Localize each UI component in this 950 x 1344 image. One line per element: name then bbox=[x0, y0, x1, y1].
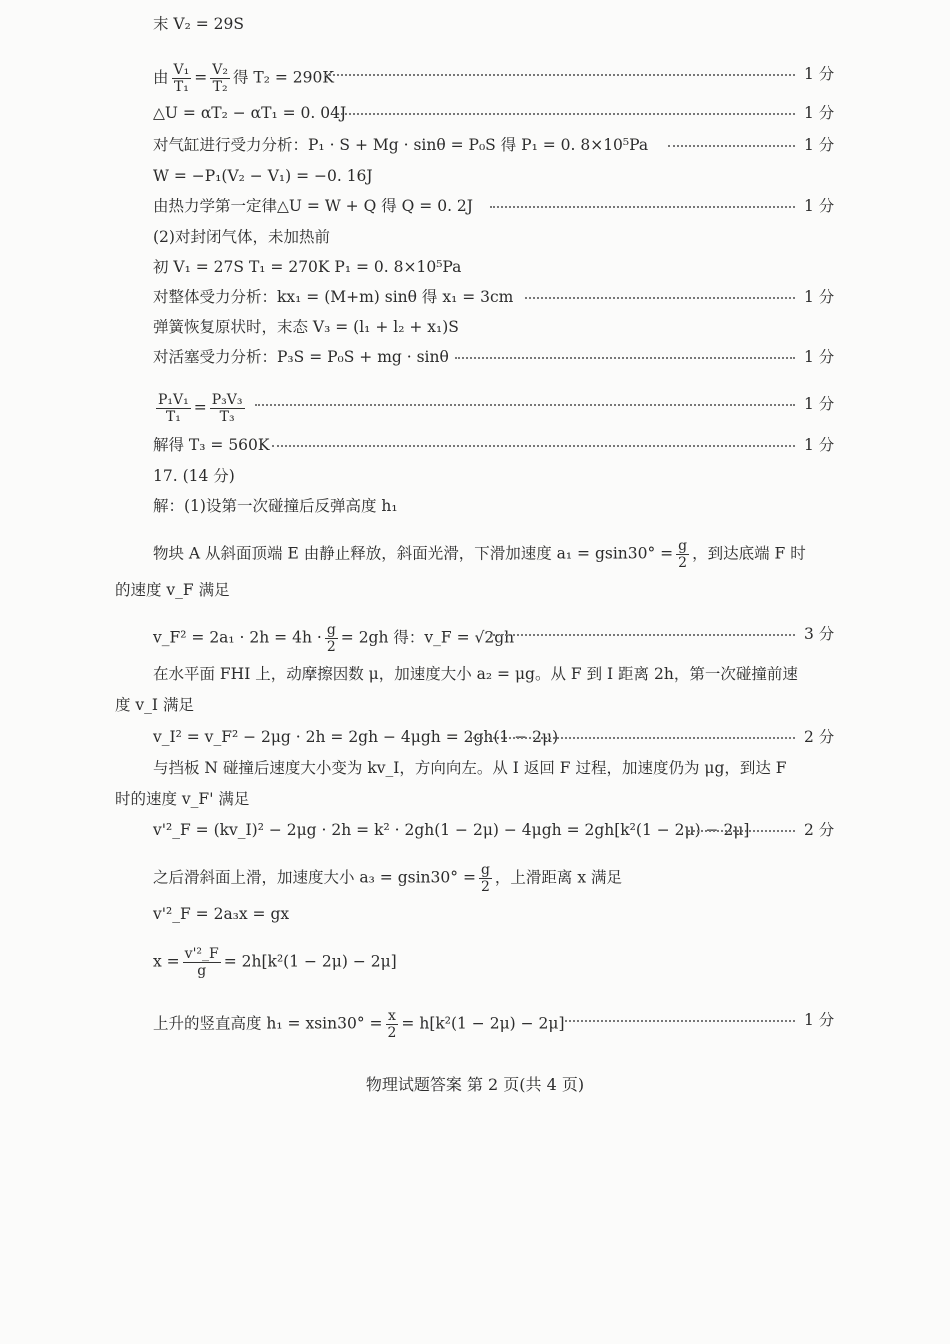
line-text-post: = h[k²(1 − 2μ) − 2μ] bbox=[401, 1014, 565, 1033]
fraction-numerator: g bbox=[326, 622, 336, 638]
line-text-post: ，上滑距离 x 满足 bbox=[494, 868, 623, 887]
score-label: 1 分 bbox=[804, 436, 835, 454]
line-text-pre: 之后滑斜面上滑，加速度大小 a₃ = gsin30° = bbox=[153, 868, 476, 887]
text-line bbox=[115, 695, 194, 715]
line-text: 对整体受力分析：kx₁ = (M+m) sinθ 得 x₁ = 3cm bbox=[153, 288, 514, 306]
score-label: 1 分 bbox=[804, 65, 835, 83]
text-line bbox=[153, 664, 798, 684]
score-label: 1 分 bbox=[804, 348, 835, 366]
fraction bbox=[156, 392, 191, 425]
text-line bbox=[153, 466, 235, 486]
fraction bbox=[183, 946, 221, 979]
fraction bbox=[479, 862, 492, 895]
text-line bbox=[153, 904, 289, 924]
fraction bbox=[386, 1008, 399, 1041]
dotted-leader bbox=[325, 74, 795, 76]
score-label: 3 分 bbox=[804, 625, 835, 643]
text-line bbox=[153, 496, 398, 516]
line-text-pre: 上升的竖直高度 h₁ = xsin30° = bbox=[153, 1014, 383, 1033]
dotted-leader bbox=[565, 1020, 795, 1022]
text-line bbox=[153, 62, 334, 95]
line-text: 对气缸进行受力分析：P₁ · S + Mg · sinθ = P₀S 得 P₁ = 0. 8×10⁵Pa bbox=[153, 136, 649, 154]
line-text: 弹簧恢复原状时，末态 V₃ = (l₁ + l₂ + x₁)S bbox=[153, 318, 459, 336]
text-line bbox=[153, 392, 248, 425]
fraction-numerator: P₃V₃ bbox=[211, 392, 243, 408]
line-text: 在水平面 FHI 上，动摩擦因数 μ，加速度大小 a₂ = μg。从 F 到 I 距离 2h，第一次碰撞前速 bbox=[153, 665, 798, 683]
text-line bbox=[153, 287, 513, 307]
line-text: 17. (14 分) bbox=[153, 467, 235, 485]
line-text-pre: v_F² = 2a₁ · 2h = 4h · bbox=[153, 628, 322, 647]
fraction bbox=[172, 62, 192, 95]
text-line bbox=[153, 435, 270, 455]
line-text-post: = 2h[k²(1 − 2μ) − 2μ] bbox=[223, 952, 397, 971]
text-line bbox=[153, 103, 346, 123]
text-line bbox=[153, 196, 473, 216]
dotted-leader bbox=[490, 206, 795, 208]
text-line bbox=[153, 347, 449, 367]
fraction-numerator: v'²_F bbox=[184, 946, 219, 962]
dotted-leader bbox=[455, 357, 795, 359]
dotted-leader bbox=[688, 830, 795, 832]
text-line bbox=[153, 758, 787, 778]
fraction-denominator: T₁ bbox=[173, 79, 189, 95]
score-label: 1 分 bbox=[804, 104, 835, 122]
fraction bbox=[210, 392, 245, 425]
score-label: 2 分 bbox=[804, 821, 835, 839]
fraction-numerator: P₁V₁ bbox=[158, 392, 189, 408]
fraction-numerator: V₁ bbox=[173, 62, 190, 78]
score-label: 2 分 bbox=[804, 728, 835, 746]
line-text: 与挡板 N 碰撞后速度大小变为 kv_I，方向向左。从 I 返回 F 过程，加速度仍为 μg，到达 F bbox=[153, 759, 787, 777]
text-line bbox=[153, 227, 330, 247]
fraction bbox=[325, 622, 338, 655]
text-line bbox=[153, 538, 806, 571]
text-line bbox=[115, 580, 230, 600]
text-line bbox=[153, 622, 514, 655]
line-text: 解得 T₃ = 560K bbox=[153, 436, 270, 454]
line-text-pre: x = bbox=[153, 952, 180, 971]
text-line bbox=[115, 789, 249, 809]
fraction-denominator: T₃ bbox=[219, 409, 235, 425]
page-footer: 物理试题答案 第 2 页(共 4 页) bbox=[365, 1075, 585, 1094]
line-text-pre: 由 bbox=[153, 68, 169, 87]
fraction bbox=[210, 62, 230, 95]
dotted-leader bbox=[272, 445, 795, 447]
equals-sign: = bbox=[193, 398, 207, 417]
score-label: 1 分 bbox=[804, 395, 835, 413]
line-text: 对活塞受力分析：P₃S = P₀S + mg · sinθ bbox=[153, 348, 449, 366]
line-text: 的速度 v_F 满足 bbox=[115, 581, 230, 599]
fraction-numerator: g bbox=[480, 862, 490, 878]
dotted-leader bbox=[255, 404, 795, 406]
fraction-numerator: g bbox=[678, 538, 688, 554]
dotted-leader bbox=[490, 634, 795, 636]
score-label: 1 分 bbox=[804, 136, 835, 154]
line-text: 由热力学第一定律△U = W + Q 得 Q = 0. 2J bbox=[153, 197, 473, 215]
score-label: 1 分 bbox=[804, 197, 835, 215]
line-text: 初 V₁ = 27S T₁ = 270K P₁ = 0. 8×10⁵Pa bbox=[153, 258, 462, 276]
line-text-post: = 2gh 得：v_F = √2gh bbox=[340, 628, 515, 647]
line-text-post: ，到达底端 F 时 bbox=[692, 544, 806, 563]
fraction-denominator: 2 bbox=[326, 639, 336, 655]
text-line bbox=[153, 946, 397, 979]
text-line bbox=[153, 1008, 565, 1041]
fraction-denominator: T₁ bbox=[165, 409, 181, 425]
score-label: 1 分 bbox=[804, 288, 835, 306]
line-text: v'²_F = 2a₃x = gx bbox=[153, 905, 290, 923]
line-text: 时的速度 v_F' 满足 bbox=[115, 790, 250, 808]
line-text: W = −P₁(V₂ − V₁) = −0. 16J bbox=[153, 167, 373, 185]
score-label: 1 分 bbox=[804, 1011, 835, 1029]
line-text: 解：(1)设第一次碰撞后反弹高度 h₁ bbox=[153, 497, 398, 515]
text-line bbox=[153, 166, 373, 186]
dotted-leader bbox=[525, 297, 795, 299]
dotted-leader bbox=[668, 145, 795, 147]
equals-sign: = bbox=[194, 68, 208, 87]
line-text-pre: 物块 A 从斜面顶端 E 由静止释放，斜面光滑，下滑加速度 a₁ = gsin30° = bbox=[153, 544, 674, 563]
text-line bbox=[153, 862, 622, 895]
dotted-leader bbox=[337, 113, 795, 115]
text-line bbox=[153, 257, 461, 277]
line-text: 度 v_I 满足 bbox=[115, 696, 194, 714]
line-text: △U = αT₂ − αT₁ = 0. 04J bbox=[153, 104, 347, 122]
fraction-denominator: 2 bbox=[387, 1025, 397, 1041]
line-text: 末 V₂ = 29S bbox=[153, 15, 245, 33]
fraction-denominator: 2 bbox=[480, 879, 490, 895]
fraction-denominator: 2 bbox=[678, 555, 688, 571]
fraction-denominator: T₂ bbox=[212, 79, 228, 95]
fraction-denominator: g bbox=[197, 963, 207, 979]
text-line bbox=[153, 14, 244, 34]
line-text-post: 得 T₂ = 290K bbox=[232, 68, 334, 87]
fraction bbox=[676, 538, 689, 571]
text-line bbox=[153, 820, 749, 840]
text-line bbox=[153, 135, 648, 155]
dotted-leader bbox=[470, 737, 795, 739]
line-text: (2)对封闭气体，未加热前 bbox=[153, 228, 330, 246]
text-line bbox=[153, 317, 459, 337]
line-text: v_I² = v_F² − 2μg · 2h = 2gh − 4μgh = 2gh(1 − 2μ) bbox=[153, 728, 559, 746]
line-text: v'²_F = (kv_I)² − 2μg · 2h = k² · 2gh(1 − 2μ) − 4μgh = 2gh[k²(1 − 2μ) − 2μ] bbox=[153, 821, 750, 839]
fraction-numerator: x bbox=[386, 1008, 399, 1025]
fraction-numerator: V₂ bbox=[212, 62, 228, 78]
